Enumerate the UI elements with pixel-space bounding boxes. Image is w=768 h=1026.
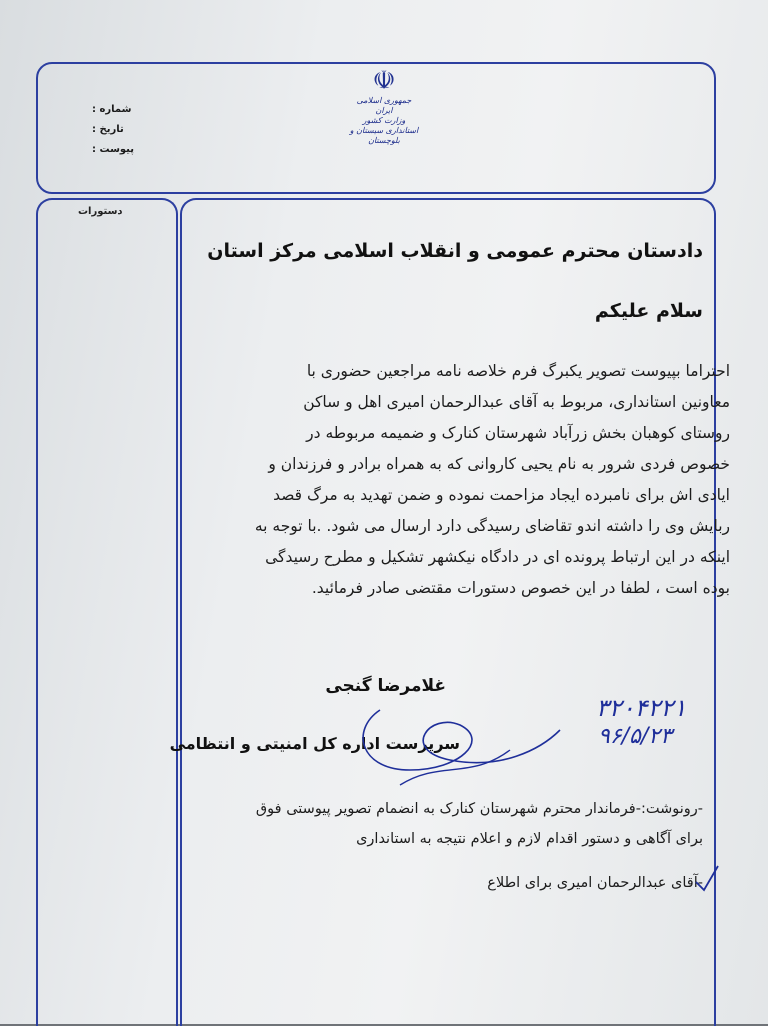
cc-block [183, 794, 703, 854]
margin-column-frame [36, 198, 178, 1026]
body-line: ایادی اش برای نامبرده ایجاد مزاحمت نموده و ضمن تهدید به مرگ قصد [273, 486, 730, 504]
letter-body [200, 356, 730, 604]
signatory-name: غلامرضا گنجی [325, 676, 446, 696]
body-line: احتراما بپیوست تصویر یکبرگ فرم خلاصه نامه مراجعین حضوری با [306, 362, 730, 380]
greeting: سلام علیکم [594, 300, 703, 322]
body-frame [180, 198, 716, 1026]
body-line: روستای کوهبان بخش زرآباد شهرستان کنارک و ضمیمه مربوطه در [306, 424, 730, 442]
cc-line: برای آگاهی و دستور اقدام لازم و اعلام نتیجه به استانداری [356, 831, 703, 847]
attachment-label: پیوست : [92, 144, 135, 155]
government-emblem [348, 66, 420, 146]
body-line: خصوص فردی شرور به نام یحیی کاروانی که به همراه برادر و فرزندان و [268, 455, 730, 473]
recipient-heading: دادستان محترم عمومی و انقلاب اسلامی مرکز استان [207, 240, 703, 262]
handwritten-number: ۳۲۰۴۲۲۱ [596, 694, 687, 722]
emblem-icon: ☫ [372, 66, 396, 96]
number-label: شماره : [92, 104, 132, 115]
body-line: ربایش وی را داشته اندو تقاضای رسیدگی دارد ارسال می شود. .با توجه به [254, 517, 730, 535]
body-line: معاونین استانداری، مربوط به آقای عبدالرحمان امیری اهل و ساکن [303, 393, 730, 411]
date-label: تاریخ : [92, 124, 124, 135]
emblem-line: استانداری سیستان و بلوچستان [349, 126, 419, 145]
body-line: اینکه در این ارتباط پرونده ای در دادگاه نیکشهر تشکیل و مطرح رسیدگی [265, 548, 730, 566]
handwritten-date: ۹۶/۵/۲۳ [598, 724, 672, 749]
cc-line: -رونوشت:-فرماندار محترم شهرستان کنارک به انضمام تصویر پیوستی فوق [255, 801, 703, 817]
cc-second-line: -آقای عبدالرحمان امیری برای اطلاع [487, 875, 703, 891]
check-mark [692, 862, 722, 896]
handwritten-signature [340, 690, 570, 800]
body-line: بوده است ، لطفا در این خصوص دستورات مقتضی صادر فرمائید. [311, 579, 730, 597]
emblem-line: وزارت کشور [362, 116, 406, 125]
signatory-title: سرپرست اداره کل امنیتی و انتظامی [169, 734, 460, 753]
emblem-line: جمهوری اسلامی ایران [356, 96, 412, 115]
margin-label: دستورات [78, 206, 123, 217]
